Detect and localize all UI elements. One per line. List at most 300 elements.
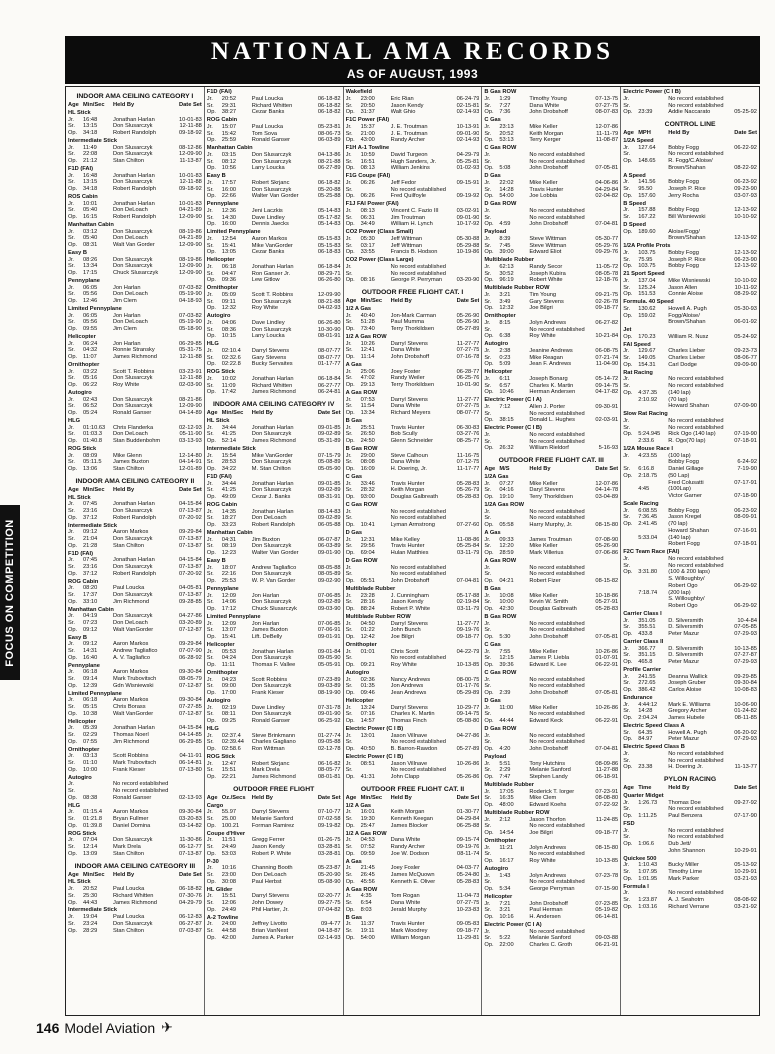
- age-cell: [623, 486, 638, 493]
- age-cell: Sr.: [484, 935, 492, 942]
- date-cell: 12-13-92: [734, 207, 757, 214]
- holder-cell: Bucky Servaites: [251, 361, 293, 368]
- record-row: [207, 271, 341, 278]
- date-cell: 08-12-86: [179, 144, 202, 151]
- date-cell: 09-23-73: [734, 348, 757, 355]
- date-cell: 06-22-91: [595, 718, 619, 724]
- value-cell: 08:51: [360, 760, 375, 767]
- record-row: [484, 655, 618, 662]
- holder-cell: A. J. Seahotm: [668, 897, 704, 903]
- date-cell: 04-29-84: [456, 816, 480, 822]
- record-row: [484, 361, 618, 368]
- value-cell: 1:10.43: [638, 862, 658, 869]
- date-cell: 04-21-89: [179, 207, 202, 214]
- age-cell: Op.: [484, 942, 494, 948]
- date-cell: 04-14-89: [179, 410, 202, 416]
- value-cell: 24:49: [221, 844, 237, 850]
- age-cell: Sr.: [484, 823, 492, 830]
- date-cell: [171, 788, 202, 795]
- holder-cell: Jerry Rocha: [668, 192, 699, 199]
- holder-cell: Mark E. Williams: [668, 701, 711, 708]
- record-row: [623, 876, 757, 883]
- holder-cell: John Dowey: [251, 900, 284, 906]
- date-cell: 09-21-75: [595, 291, 619, 298]
- holder-cell: Chris Scott: [390, 648, 419, 655]
- date-cell: 09-02-90: [317, 578, 341, 584]
- holder-cell: James Richmond: [113, 354, 157, 360]
- event-heading: Ornithopter: [484, 313, 516, 319]
- holder-cell: Joe Bilgri: [529, 830, 553, 836]
- value-cell: [638, 541, 668, 548]
- date-cell: 06-14-81: [179, 760, 202, 766]
- holder-cell: Charles Lieber: [668, 348, 706, 355]
- date-cell: 06-01-92: [734, 319, 757, 326]
- value-cell: [83, 781, 113, 788]
- age-cell: Jr.: [68, 340, 75, 347]
- date-cell: 07-13-87: [179, 542, 202, 549]
- value-cell: 08:16: [360, 277, 375, 284]
- date-cell: 05-25-92: [734, 109, 757, 116]
- holder-cell: Roderick T. Iorger: [529, 788, 575, 795]
- age-cell: Op.: [623, 263, 633, 270]
- event-heading: ROG Cabin: [206, 501, 238, 508]
- record-row: [346, 466, 480, 473]
- event-heading: Pennyplane: [206, 201, 239, 207]
- age-cell: Jr.: [345, 508, 352, 515]
- date-cell: 11-13-77: [734, 764, 757, 771]
- record-row: [623, 758, 757, 765]
- age-cell: Op.: [206, 494, 216, 500]
- value-cell: 09:21: [360, 662, 375, 668]
- record-row: [207, 277, 341, 284]
- age-cell: Op.: [484, 690, 494, 696]
- date-cell: 03-28-81: [317, 844, 341, 850]
- holder-cell: Don Slusarczyk: [113, 396, 153, 403]
- value-cell: [638, 103, 668, 110]
- date-cell: 04-13-86: [317, 151, 341, 158]
- age-cell: Op.: [345, 354, 355, 360]
- record-row: [68, 145, 202, 152]
- record-row: [623, 736, 757, 743]
- value-cell: 06:24: [83, 340, 98, 347]
- date-cell: 07-27-60: [456, 522, 480, 528]
- date-cell: 12-01-89: [179, 466, 202, 472]
- record-row: [346, 438, 480, 445]
- holder-cell: Don Slusarczyk: [113, 837, 153, 844]
- record-row: [207, 543, 341, 550]
- holder-cell: (100Lap): [668, 486, 691, 493]
- record-row: [623, 96, 757, 103]
- record-row: [207, 96, 341, 103]
- holder-cell: Don DeLoach: [113, 235, 148, 242]
- date-cell: 07-13-87: [179, 850, 202, 857]
- record-row: [623, 576, 757, 583]
- record-row: [346, 718, 480, 725]
- date-cell: [726, 229, 757, 236]
- record-row: [346, 767, 480, 774]
- record-row: [623, 569, 757, 576]
- date-cell: 07-03-87: [179, 927, 202, 934]
- holder-cell: Hulan Matthies: [390, 550, 429, 556]
- holder-cell: Jonathan Harlan: [251, 375, 294, 382]
- value-cell: 19:04: [83, 914, 98, 920]
- holder-cell: Steve Wittman: [529, 235, 567, 242]
- value-cell: 2:04.24: [638, 715, 658, 721]
- date-cell: 09-01-85: [317, 424, 341, 431]
- age-cell: Op.: [623, 192, 633, 199]
- record-row: [623, 841, 757, 848]
- record-row: [207, 299, 341, 306]
- date-cell: 05-05-90: [317, 466, 341, 472]
- value-cell: [638, 376, 668, 383]
- holder-cell: Walt VanGorder: [113, 626, 154, 633]
- age-cell: Jr.: [206, 291, 213, 298]
- value-cell: 01:15.4: [83, 809, 102, 816]
- holder-cell: Tom Sova: [251, 130, 278, 137]
- record-row: [68, 795, 202, 802]
- record-row: [346, 606, 480, 613]
- holder-cell: Donald L. Hughes: [529, 417, 575, 424]
- event-heading: Electric Power (C I A): [484, 921, 542, 928]
- holder-cell: No record established: [113, 788, 169, 794]
- age-cell: Jr.: [68, 172, 75, 179]
- holder-cell: Connie Aloise: [668, 291, 703, 298]
- event-heading: ROG Stick: [68, 445, 97, 452]
- holder-cell: Don Slusarczyk: [113, 144, 153, 151]
- record-row: [623, 890, 757, 897]
- value-cell: 07:55: [83, 738, 98, 745]
- age-cell: Sr.: [484, 186, 492, 193]
- age-cell: Sr.: [345, 711, 353, 718]
- holder-cell: Charles Gagliano: [251, 739, 296, 746]
- age-cell: Jr.: [68, 914, 75, 920]
- date-cell: 06-21-91: [595, 942, 619, 948]
- date-cell: 12-09-90: [179, 242, 202, 248]
- value-cell: [638, 319, 668, 326]
- holder-cell: Don Slusarczyk: [251, 431, 292, 438]
- holder-cell: Paul Loucka: [113, 585, 145, 592]
- date-cell: 07-27-87: [734, 652, 757, 659]
- holder-cell: Keith Morgan: [390, 487, 425, 494]
- date-cell: 07-15-90: [595, 886, 619, 892]
- date-cell: [587, 677, 618, 684]
- record-row: [623, 291, 757, 298]
- value-cell: 12:09: [221, 592, 237, 599]
- record-row: [623, 466, 757, 473]
- holder-cell: Ron Wittman: [251, 746, 285, 752]
- age-cell: Op.: [206, 774, 216, 780]
- date-cell: 04-03-77: [456, 865, 480, 872]
- value-cell: 38:15: [499, 417, 514, 424]
- record-row: [68, 669, 202, 676]
- record-row: [346, 537, 480, 544]
- value-cell: 14:30: [221, 214, 237, 221]
- age-cell: Op.: [345, 221, 355, 228]
- value-cell: 05:56: [83, 319, 98, 326]
- age-cell: Jr.: [345, 676, 352, 683]
- value-cell: 6:54: [360, 900, 372, 906]
- value-cell: 64.35: [638, 729, 653, 736]
- age-cell: Op.: [206, 249, 216, 256]
- date-cell: 05-15-83: [317, 235, 341, 242]
- value-cell: [361, 739, 391, 746]
- date-cell: 07-12-75: [456, 459, 480, 466]
- record-row: [484, 690, 618, 697]
- event-heading: Coupe d'Hiver: [206, 830, 246, 837]
- value-cell: 09:14: [83, 676, 98, 682]
- event-heading: Electric Power (C I B): [484, 425, 542, 431]
- value-cell: 7:27: [499, 102, 511, 109]
- holder-cell: Terry Kerger: [529, 137, 561, 144]
- age-cell: Jr.: [623, 890, 630, 897]
- date-cell: 06-29-92: [734, 603, 757, 609]
- records-column-5: [621, 87, 759, 1015]
- age-cell: Op.: [345, 690, 355, 696]
- age-cell: Op.: [484, 830, 494, 836]
- date-cell: Date Set: [317, 410, 341, 416]
- date-cell: 07-04-81: [456, 578, 480, 584]
- date-cell: 07-06-85: [317, 620, 341, 627]
- date-cell: 04-21-89: [179, 235, 202, 242]
- value-cell: 23:13: [499, 123, 514, 130]
- event-heading: FAI Speed: [623, 341, 651, 348]
- age-cell: Sr.: [68, 263, 75, 270]
- age-cell: Jr.: [206, 375, 213, 382]
- age-cell: Jr.: [484, 291, 491, 298]
- holder-cell: Howell A. Pugh: [668, 729, 707, 736]
- record-row: [623, 813, 757, 820]
- age-cell: Sr.: [206, 872, 214, 878]
- date-cell: 09-02-89: [317, 599, 341, 606]
- record-row: [484, 649, 618, 656]
- value-cell: 355.51: [638, 624, 656, 631]
- event-heading: HL Stick: [206, 417, 230, 424]
- record-row: [207, 774, 341, 781]
- event-heading: Intermediate Stick: [68, 522, 117, 529]
- record-row: [68, 599, 202, 606]
- value-cell: 16:40: [83, 654, 98, 661]
- date-cell: 09-30-84: [179, 809, 202, 816]
- holder-cell: John Drobshoff: [529, 746, 568, 752]
- value-cell: 55.97: [221, 809, 237, 816]
- age-cell: Sr.: [206, 655, 214, 662]
- value-cell: 33:10: [83, 598, 98, 605]
- record-row: [346, 550, 480, 557]
- age-cell: Op.: [68, 326, 78, 332]
- date-cell: 03-02-91: [456, 207, 480, 214]
- age-cell: Op.: [206, 361, 216, 368]
- value-cell: 51:28: [360, 319, 375, 326]
- value-cell: [638, 890, 668, 897]
- record-row: [68, 319, 202, 326]
- date-cell: 08-05-88: [317, 564, 341, 571]
- holder-cell: Scott Robbins: [251, 676, 288, 683]
- age-cell: Jr.: [206, 732, 213, 739]
- value-cell: 25:53: [221, 578, 237, 584]
- record-row: [623, 480, 757, 487]
- record-row: [68, 711, 202, 718]
- record-row: [207, 746, 341, 753]
- event-heading: Profile Carrier: [623, 666, 662, 673]
- age-cell: Sr.: [206, 515, 214, 522]
- record-row: [346, 593, 480, 600]
- holder-cell: No record established: [529, 851, 585, 858]
- holder-cell: Kevin W. Smith: [529, 599, 568, 606]
- date-cell: 07-09-90: [734, 403, 757, 410]
- value-cell: 16:35: [499, 795, 514, 802]
- value-cell: 12:14: [83, 844, 98, 850]
- date-cell: 02-20-77: [317, 893, 341, 900]
- age-cell: Sr.: [623, 102, 631, 109]
- age-cell: [623, 596, 638, 603]
- holder-cell: Don Slusarczyk: [251, 186, 292, 193]
- holder-cell: Stephen Landy: [529, 774, 568, 780]
- value-cell: 15:51: [221, 767, 237, 774]
- holder-cell: D. Silversmith: [668, 645, 704, 652]
- value-cell: 12:31: [360, 536, 375, 543]
- value-cell: 37:12: [83, 514, 98, 521]
- age-cell: Sr.: [623, 214, 631, 220]
- holder-cell: Melanie Sanford: [529, 935, 571, 942]
- age-cell: Op.: [623, 736, 633, 743]
- date-cell: 11-29-81: [457, 934, 480, 941]
- record-row: [68, 235, 202, 242]
- age-cell: Op.: [68, 626, 78, 633]
- event-heading: ROG Cabin: [68, 578, 99, 585]
- value-cell: [638, 828, 668, 835]
- holder-cell: Mark Drela: [113, 844, 141, 850]
- record-row: [346, 187, 480, 194]
- date-cell: 12-13-92: [734, 249, 757, 256]
- value-cell: 07:23: [83, 620, 98, 626]
- age-cell: Op.: [345, 550, 355, 556]
- record-row: [207, 264, 341, 271]
- date-cell: 05-18-90: [179, 326, 202, 332]
- value-cell: 16:17: [499, 858, 514, 864]
- age-cell: Op.: [484, 774, 494, 780]
- record-row: [484, 677, 618, 684]
- date-cell: [726, 535, 757, 542]
- date-cell: 05-31-75: [179, 347, 202, 354]
- age-cell: Op.: [206, 634, 216, 640]
- date-cell: 07-27-75: [456, 403, 480, 410]
- record-row: [207, 662, 341, 669]
- holder-cell: No record established: [390, 515, 446, 522]
- holder-cell: Carl Dodge: [668, 361, 697, 368]
- record-row: [68, 242, 202, 249]
- date-cell: [726, 390, 757, 397]
- value-cell: 20:50: [360, 102, 375, 109]
- record-row: [68, 732, 202, 739]
- airplane-icon: ✈: [161, 1019, 173, 1035]
- age-cell: Jr.: [206, 263, 213, 270]
- age-cell: Sr.: [623, 383, 631, 389]
- date-cell: 05-14-83: [317, 207, 341, 214]
- holder-cell: Fogg/Aloise/: [668, 312, 700, 319]
- date-cell: [448, 264, 479, 271]
- age-cell: Sr.: [206, 382, 214, 389]
- value-cell: [499, 677, 529, 684]
- record-row: [68, 354, 202, 361]
- value-cell: 07:04: [83, 837, 98, 844]
- age-cell: Op.: [206, 662, 216, 668]
- event-heading: Carrier Class I: [623, 610, 662, 617]
- record-row: [623, 165, 757, 172]
- value-cell: 48:00: [499, 802, 514, 808]
- age-cell: Sr.: [345, 158, 353, 165]
- age-cell: Jr.: [206, 648, 213, 655]
- value-cell: 41:25: [221, 487, 237, 494]
- holder-cell: William Rieldorf: [529, 445, 569, 452]
- record-row: [484, 193, 618, 200]
- date-cell: 05-17-88: [456, 592, 480, 599]
- value-cell: 07:27: [499, 480, 514, 487]
- date-cell: 07-29-93: [734, 659, 757, 665]
- date-cell: 06-14-81: [595, 914, 619, 920]
- record-row: [484, 621, 618, 628]
- age-cell: [623, 576, 638, 583]
- value-cell: 10:02: [221, 375, 237, 382]
- value-cell: 11:51: [221, 837, 236, 844]
- value-cell: 09:33: [499, 536, 514, 543]
- age-cell: Jr.: [484, 676, 491, 683]
- date-cell: 12-13-92: [734, 263, 757, 270]
- holder-cell: Walt Ghio: [390, 109, 416, 116]
- holder-cell: Jason Kregel: [668, 514, 702, 521]
- value-cell: 13:06: [83, 466, 98, 472]
- date-cell: [726, 828, 757, 835]
- date-cell: [448, 739, 479, 746]
- value-cell: 28:29: [83, 927, 98, 934]
- holder-cell: Paul Herbst: [251, 878, 282, 885]
- age-cell: Jr.: [345, 620, 352, 627]
- value-cell: 14:28: [638, 708, 653, 715]
- date-cell: Date Set: [734, 785, 757, 791]
- date-cell: 05-19-82: [595, 907, 619, 914]
- record-row: [207, 621, 341, 628]
- date-cell: 11-27-77: [457, 340, 480, 347]
- record-row: [623, 355, 757, 362]
- age-cell: Jr.: [206, 676, 213, 683]
- holder-cell: No record established: [668, 834, 724, 841]
- date-cell: 04-29-84: [595, 186, 619, 193]
- holder-cell: Gregg Ferrer: [251, 837, 285, 844]
- value-cell: 40:50: [360, 746, 375, 752]
- event-heading: Electric Power (C I B): [345, 725, 404, 732]
- record-row: [484, 830, 618, 837]
- value-cell: 13:34: [83, 263, 98, 270]
- age-cell: Op.: [484, 305, 494, 312]
- record-row: [346, 221, 480, 228]
- holder-cell: Thomas F. Vallee: [251, 662, 296, 668]
- record-row: [346, 109, 480, 116]
- age-cell: Sr.: [206, 571, 214, 578]
- holder-cell: Travis Hunter: [390, 424, 425, 431]
- event-heading: ROS Cabin: [68, 193, 98, 200]
- holder-cell: Robert Skrjanc: [251, 760, 290, 767]
- holder-cell: Randy Archer: [390, 844, 426, 850]
- age-cell: Op.: [623, 764, 633, 771]
- event-heading: F1J FAI Power (FAI): [345, 201, 399, 207]
- event-heading: Limited Pennyplane: [206, 613, 261, 620]
- record-row: [623, 590, 757, 597]
- age-cell: Jr.: [484, 900, 491, 907]
- age-cell: Sr.: [206, 326, 214, 333]
- date-cell: [726, 841, 757, 848]
- date-cell: 06-12-83: [179, 914, 202, 920]
- date-cell: 12-09-90: [179, 403, 202, 410]
- record-row: [623, 751, 757, 758]
